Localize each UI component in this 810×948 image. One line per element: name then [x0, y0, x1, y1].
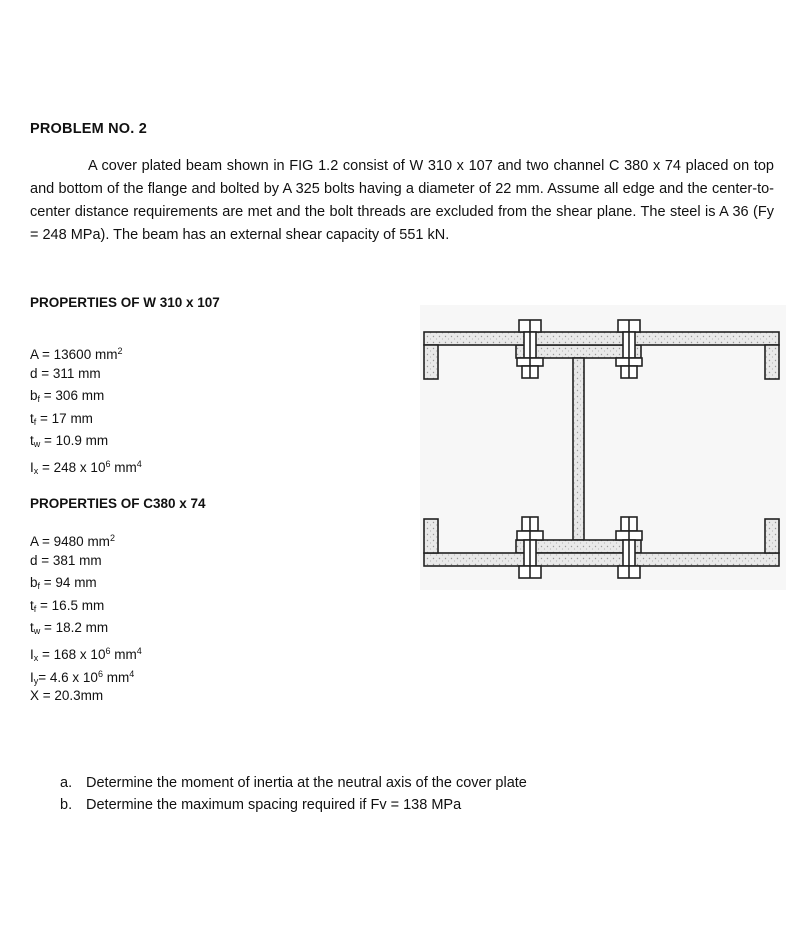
property-subscript: w: [33, 439, 41, 450]
property-unit-exponent: 4: [129, 668, 135, 679]
property-value: 94 mm: [55, 575, 97, 591]
property-item: [30, 595, 142, 618]
property-subscript: w: [33, 626, 41, 637]
property-equals: =: [37, 552, 53, 568]
property-value: 13600 mm: [53, 347, 118, 362]
c-section-heading: PROPERTIES OF C380 x 74: [30, 496, 206, 511]
property-equals: =: [40, 388, 56, 404]
question-text: Determine the maximum spacing required if Fv = 138 MPa: [86, 797, 462, 813]
property-unit: mm: [102, 669, 130, 685]
property-superscript: 2: [117, 346, 123, 356]
property-subscript: f: [37, 394, 41, 405]
property-subscript: f: [33, 603, 37, 614]
property-symbol: b: [30, 575, 38, 591]
property-symbol: b: [30, 388, 38, 404]
property-symbol: X: [30, 688, 40, 704]
property-item: [30, 640, 142, 663]
question-list: [60, 772, 527, 816]
property-item: [30, 340, 142, 363]
property-symbol: I: [30, 646, 34, 662]
property-item: [30, 685, 142, 708]
question-label: a.: [60, 775, 73, 791]
property-value: 4.6 x 10: [49, 669, 98, 685]
property-symbol: t: [30, 410, 34, 426]
w-section-heading: PROPERTIES OF W 310 x 107: [30, 295, 220, 310]
property-unit-exponent: 4: [136, 458, 142, 469]
property-item: [30, 572, 142, 595]
property-equals: =: [40, 620, 56, 636]
question-b: [60, 794, 527, 816]
property-equals: =: [38, 646, 54, 662]
property-value: 311 mm: [52, 365, 101, 381]
property-value: 20.3mm: [54, 688, 104, 704]
property-equals: =: [36, 410, 52, 426]
property-value: 18.2 mm: [55, 620, 109, 636]
property-value: 306 mm: [55, 388, 105, 404]
property-symbol: d: [30, 365, 38, 381]
property-unit: mm: [110, 646, 137, 662]
property-item: [30, 550, 142, 573]
property-item: [30, 453, 142, 476]
problem-title: PROBLEM NO. 2: [30, 121, 147, 137]
property-equals: =: [37, 365, 53, 381]
property-item: [30, 617, 142, 640]
property-symbol: t: [30, 620, 34, 636]
property-value: 17 mm: [51, 410, 93, 426]
property-subscript: x: [33, 465, 39, 476]
property-value: 168 x 10: [53, 646, 106, 662]
property-subscript: f: [37, 581, 41, 592]
property-symbol: A: [30, 534, 39, 549]
property-symbol: I: [30, 669, 34, 685]
property-symbol: t: [30, 597, 34, 613]
property-equals: =: [40, 575, 56, 591]
c-section-properties: [30, 527, 142, 708]
question-text: Determine the moment of inertia at the neutral axis of the cover plate: [86, 775, 527, 791]
property-value: 16.5 mm: [51, 597, 105, 613]
property-unit-exponent: 4: [136, 645, 142, 656]
property-equals: =: [38, 459, 54, 475]
property-equals: =: [38, 534, 54, 549]
property-equals: =: [36, 597, 52, 613]
property-superscript: 6: [105, 645, 111, 656]
property-symbol: t: [30, 433, 34, 449]
property-equals: =: [40, 433, 56, 449]
property-superscript: 6: [105, 458, 111, 469]
property-subscript: y: [33, 675, 39, 686]
w-section-properties: [30, 340, 142, 476]
property-value: 10.9 mm: [55, 433, 109, 449]
property-value: 381 mm: [52, 552, 102, 568]
question-label: b.: [60, 797, 73, 813]
property-item: [30, 385, 142, 408]
property-unit: mm: [110, 459, 137, 475]
property-item: [30, 430, 142, 453]
property-subscript: f: [33, 416, 37, 427]
property-symbol: I: [30, 459, 34, 475]
property-item: [30, 527, 142, 550]
problem-statement: A cover plated beam shown in FIG 1.2 consist of W 310 x 107 and two channel C 380 x 74 placed on top and bottom of the flange and bolted by A 325 bolts having a diameter of 22 mm. Assume all edge and the center-to-center distance requirements are met and the bolt threads are excluded from the shear plane. The steel is A 36 (Fy = 248 MPa). The beam has an external shear capacity of 551 kN.: [30, 158, 774, 243]
property-item: [30, 663, 142, 686]
property-value: 9480 mm: [53, 534, 110, 549]
property-equals: =: [38, 347, 54, 362]
property-equals: =: [38, 669, 50, 685]
property-superscript: 6: [97, 668, 103, 679]
property-item: [30, 363, 142, 386]
question-a: [60, 772, 527, 794]
property-superscript: 2: [109, 533, 115, 543]
property-symbol: d: [30, 552, 38, 568]
property-item: [30, 408, 142, 431]
property-value: 248 x 10: [53, 459, 106, 475]
cover-plated-beam-figure: [420, 305, 786, 590]
property-equals: =: [39, 688, 55, 704]
property-symbol: A: [30, 347, 39, 362]
property-subscript: x: [33, 652, 39, 663]
